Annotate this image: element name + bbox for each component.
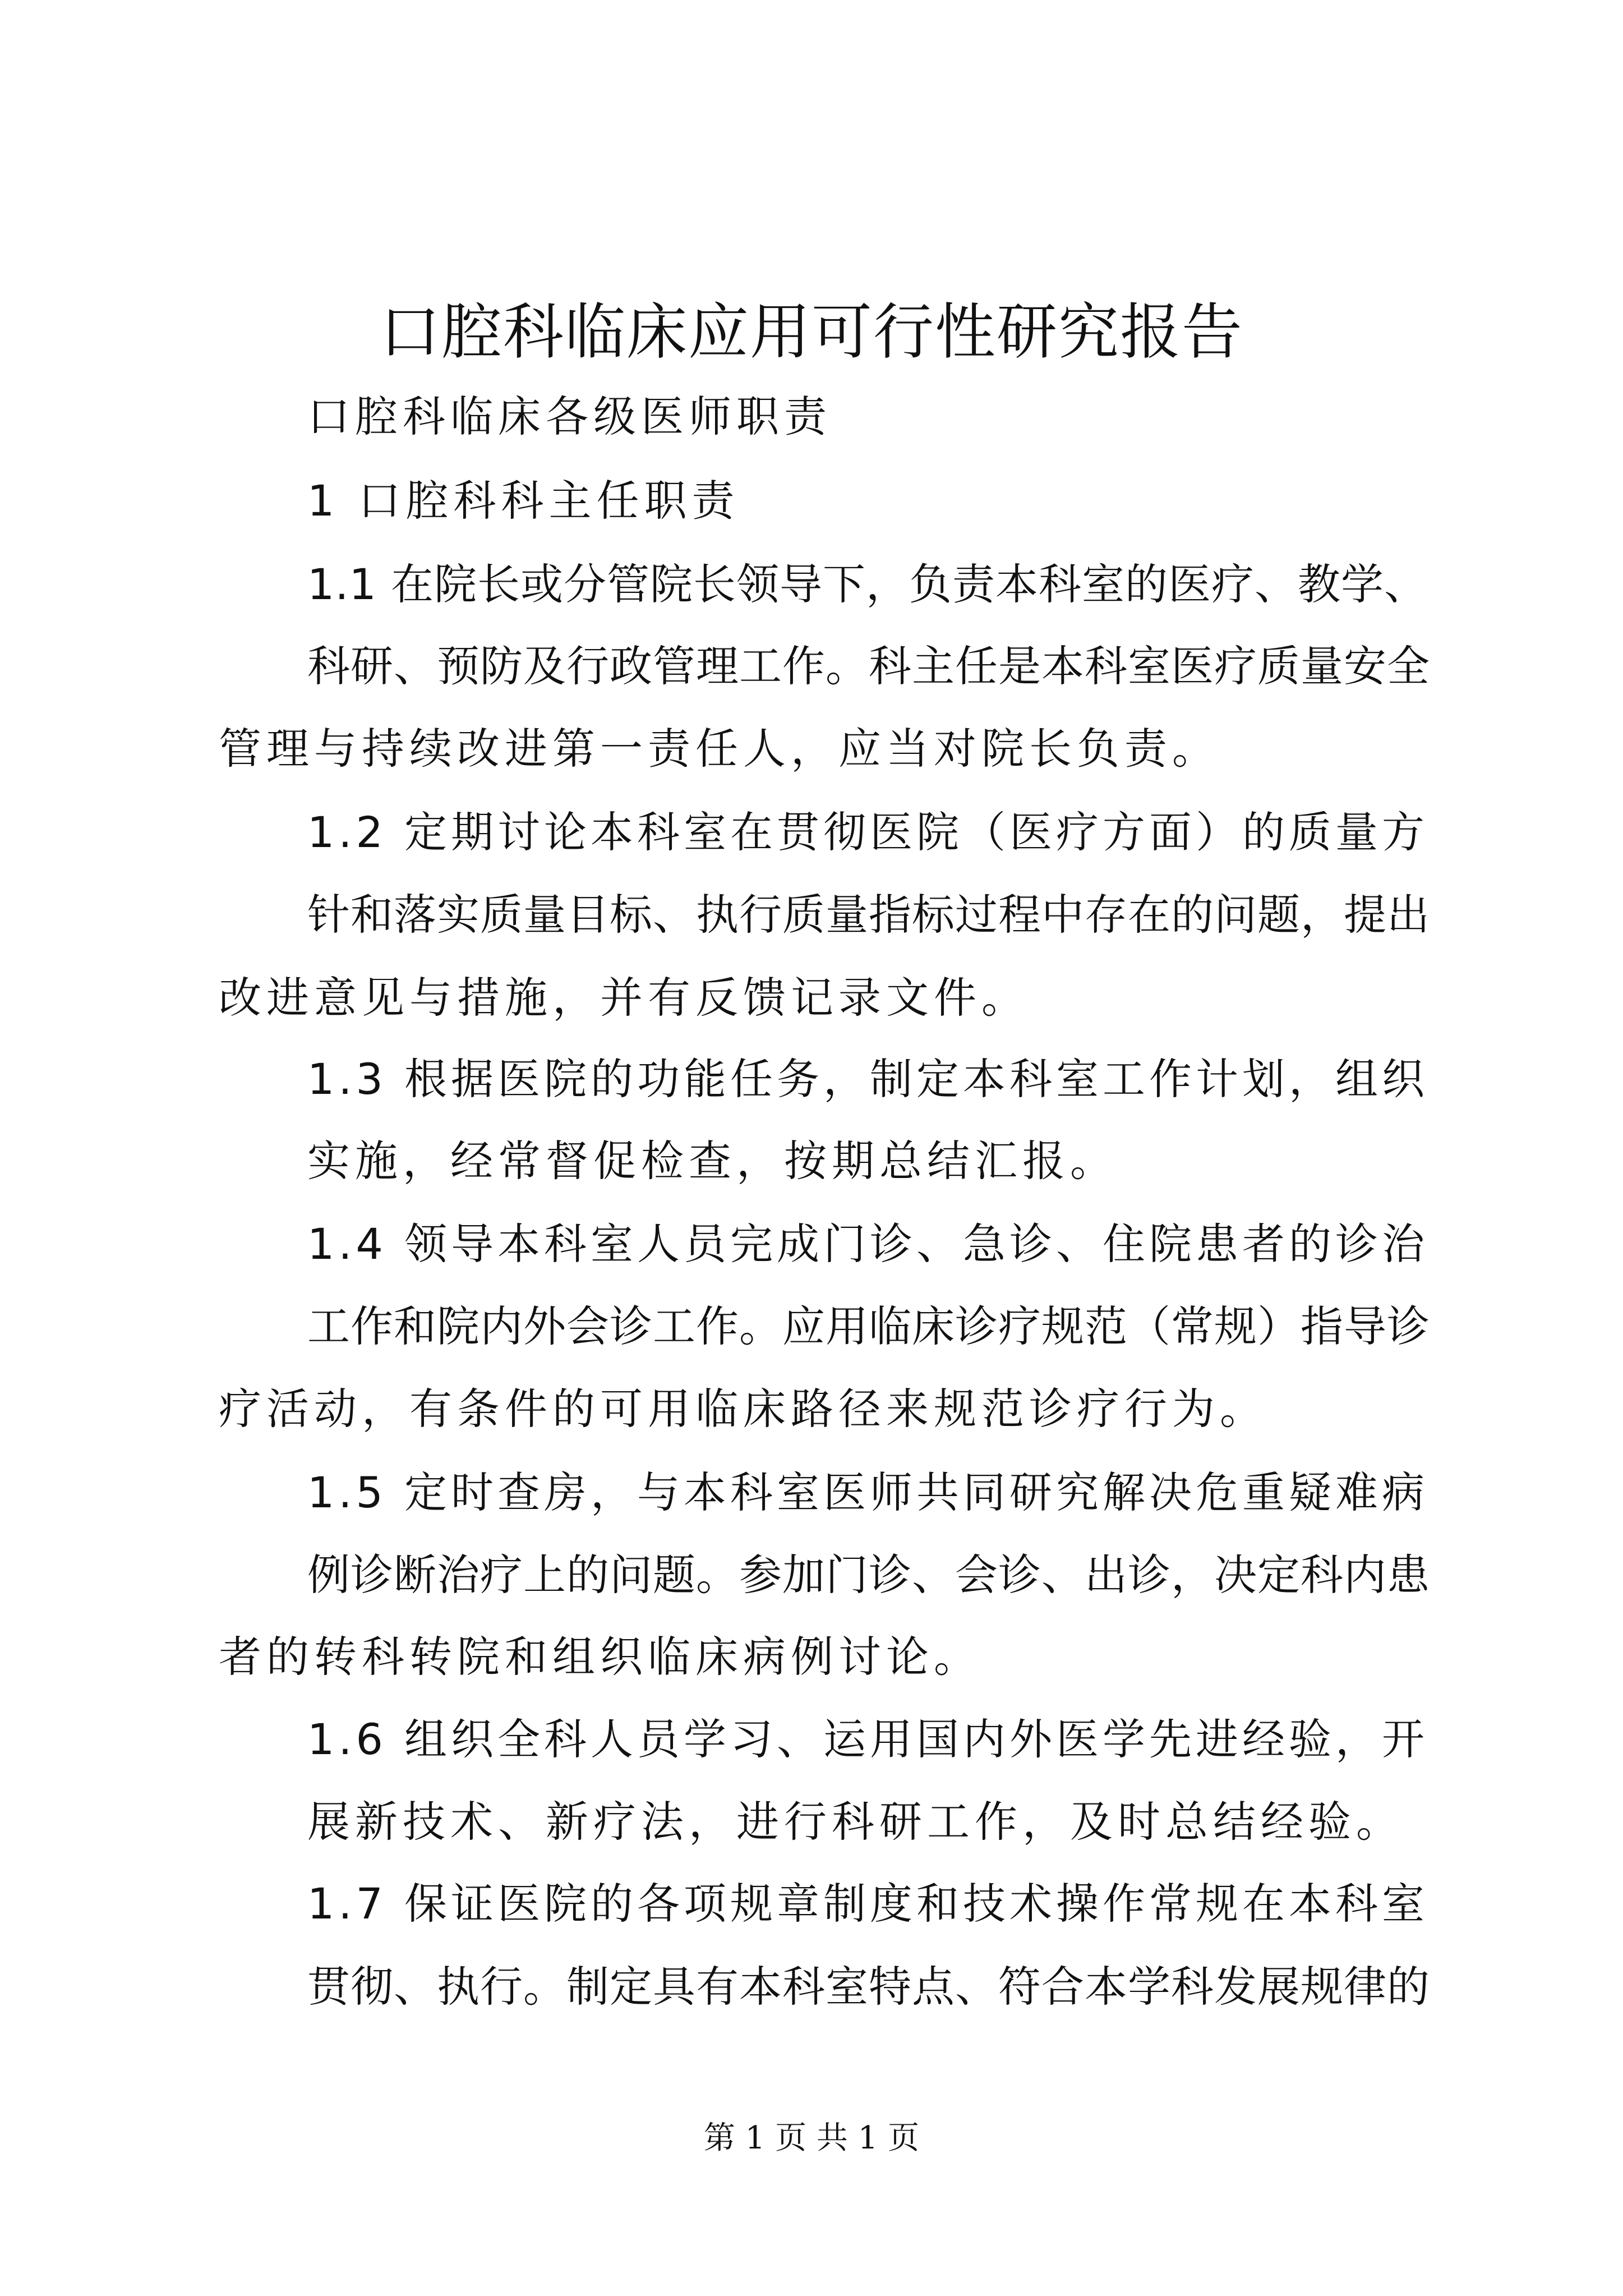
text-line: 1.2 定期讨论本科室在贯彻医院（医疗方面）的质量方 [307,807,1429,857]
text-line: 者的转科转院和组织临床病例讨论。 [219,1632,981,1682]
text-line: 1 口腔科科主任职责 [307,476,740,526]
text-line: 1.4 领导本科室人员完成门诊、急诊、住院患者的诊治 [307,1219,1429,1269]
text-line: 疗活动，有条件的可用临床路径来规范诊疗行为。 [219,1384,1267,1434]
text-line: 改进意见与措施，并有反馈记录文件。 [219,973,1029,1023]
text-line: 科研、预防及行政管理工作。科主任是本科室医疗质量安全 [307,641,1430,691]
page-footer: 第 1 页 共 1 页 [703,2120,920,2156]
text-line: 1.1 在院长或分管院长领导下，负责本科室的医疗、教学、 [307,559,1428,609]
text-line: 例诊断治疗上的问题。参加门诊、会诊、出诊，决定科内患 [307,1550,1430,1600]
text-line: 工作和院内外会诊工作。应用临床诊疗规范（常规）指导诊 [307,1301,1430,1351]
text-line: 实施，经常督促检查，按期总结汇报。 [307,1136,1118,1186]
text-line: 1.7 保证医院的各项规章制度和技术操作常规在本科室 [307,1879,1429,1929]
text-line: 管理与持续改进第一责任人，应当对院长负责。 [219,724,1220,774]
text-line: 1.3 根据医院的功能任务，制定本科室工作计划，组织 [307,1054,1429,1104]
text-line: 1.5 定时查房，与本科室医师共同研究解决危重疑难病 [307,1467,1429,1517]
document-title: 口腔科临床应用可行性研究报告 [379,297,1243,367]
text-line: 口腔科临床各级医师职责 [307,392,832,441]
text-line: 展新技术、新疗法，进行科研工作，及时总结经验。 [307,1797,1404,1847]
text-line: 1.6 组织全科人员学习、运用国内外医学先进经验，开 [307,1714,1429,1764]
text-line: 贯彻、执行。制定具有本科室特点、符合本学科发展规律的 [307,1962,1430,2012]
text-line: 针和落实质量目标、执行质量指标过程中存在的问题，提出 [307,890,1430,940]
